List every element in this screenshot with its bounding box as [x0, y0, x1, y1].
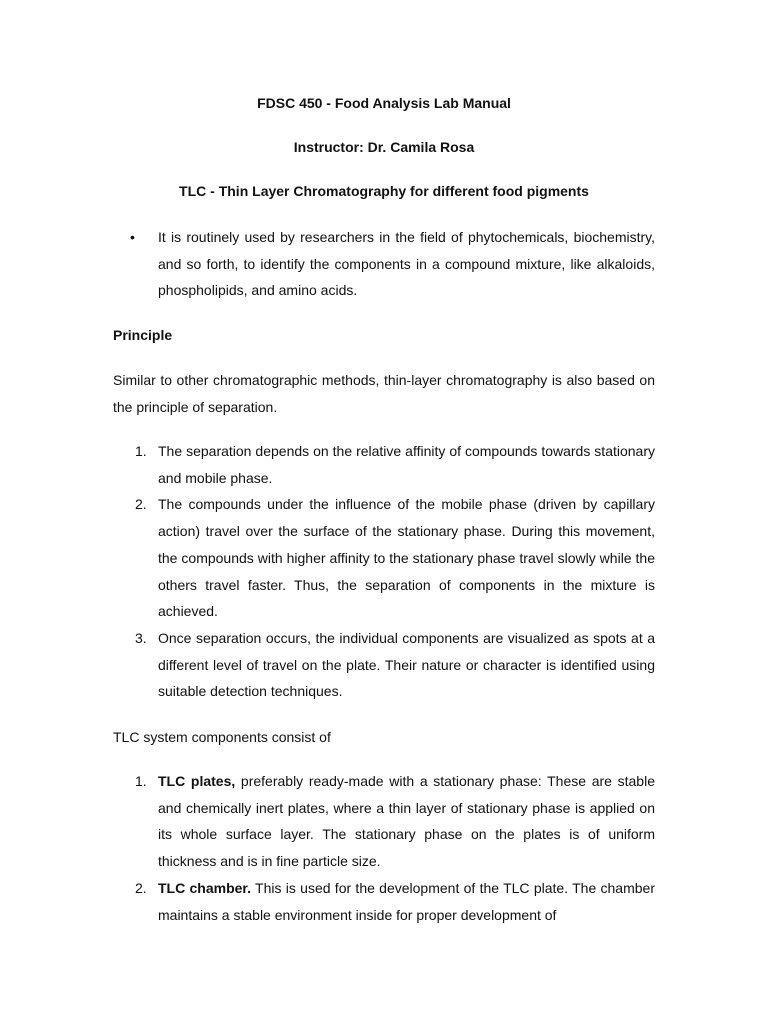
list-item-text: The compounds under the influence of the mobile phase (driven by capillary action) travel over the surface of the stationary phase. During this movement, the compounds with higher affinity to the stationary phase travel slowly while the others travel faster. Thus, the separation of components in the mixture is achieved.: [158, 496, 655, 620]
principle-heading: Principle: [113, 327, 173, 343]
list-number: 2.: [135, 879, 147, 896]
list-item: [113, 438, 655, 491]
list-number: 2.: [135, 496, 147, 513]
principle-list: [113, 438, 655, 705]
list-item-term: TLC plates,: [158, 773, 236, 789]
list-item-text: The separation depends on the relative affinity of compounds towards stationary and mobile phase.: [158, 443, 655, 486]
list-item: [113, 491, 655, 625]
components-list: [113, 768, 655, 928]
list-item-text: Once separation occurs, the individual components are visualized as spots at a different level of travel on the plate. Their nature or character is identified using suitable detection techniques.: [158, 629, 655, 700]
intro-text: It is routinely used by researchers in the field of phytochemicals, biochemistry, and so forth, to identify the components in a compound mixture, like alkaloids, phospholipids, and amino acids.: [158, 229, 655, 299]
topic-title: TLC - Thin Layer Chromatography for different food pigments: [179, 183, 589, 199]
list-item-term: TLC chamber.: [158, 879, 251, 896]
principle-paragraph: Similar to other chromatographic methods, thin-layer chromatography is also based on the principle of separation.: [113, 372, 655, 415]
list-item: [113, 625, 655, 705]
list-item: [113, 768, 655, 875]
list-item: [113, 875, 655, 928]
list-number: 1.: [135, 443, 147, 459]
list-item-text: This is used for the development of the TLC plate. The chamber maintains a stable environment inside for proper development of: [158, 879, 655, 923]
list-item-text: preferably ready-made with a stationary phase: These are stable and chemically inert plates, where a thin layer of stationary phase is applied on its whole surface layer. The stationary phase on the plates is of uniform thickness and is in fine particle size.: [158, 773, 655, 870]
intro-bullet-item: [130, 224, 655, 304]
course-title: FDSC 450 - Food Analysis Lab Manual: [257, 95, 511, 111]
list-number: 1.: [135, 773, 147, 789]
instructor-line: Instructor: Dr. Camila Rosa: [293, 139, 475, 155]
list-number: 3.: [135, 629, 147, 646]
components-intro: TLC system components consist of: [113, 729, 331, 745]
bullet-icon: •: [130, 229, 135, 245]
